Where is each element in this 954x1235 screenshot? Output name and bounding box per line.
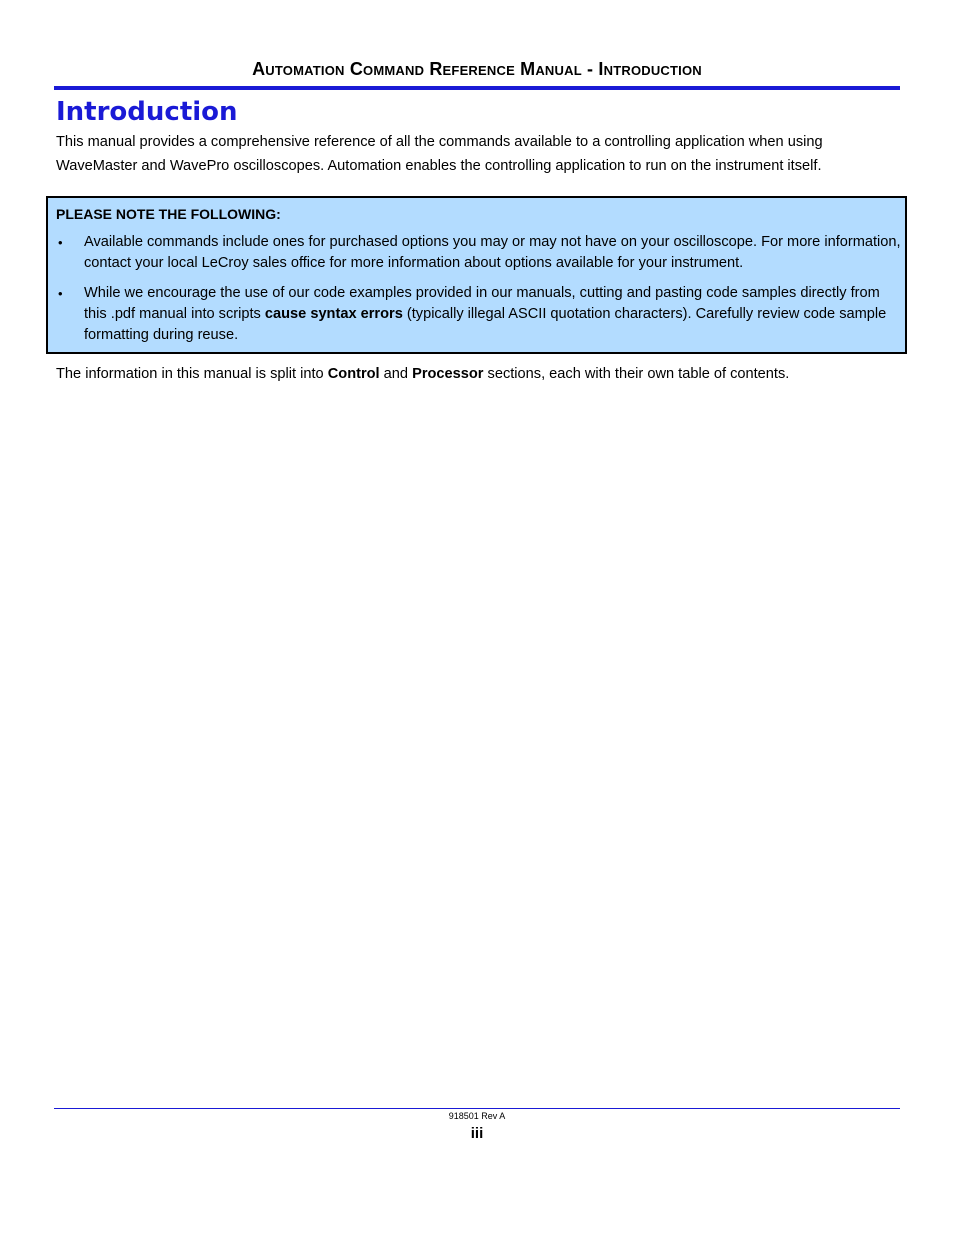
section-title: Introduction xyxy=(56,97,238,127)
note-item-emphasis: cause syntax errors xyxy=(264,306,403,322)
closing-bold-control: Control xyxy=(327,366,380,382)
note-box xyxy=(46,196,907,354)
note-heading: PLEASE NOTE THE FOLLOWING: xyxy=(56,206,281,222)
note-list xyxy=(56,232,901,346)
header-rule xyxy=(54,86,900,90)
note-item-text-after: (typically illegal ASCII quotation characters). Carefully review code sample formatting during reuse. xyxy=(84,306,887,343)
note-item-code-samples xyxy=(56,283,901,346)
intro-paragraph: This manual provides a comprehensive reference of all the commands available to a controlling application when using WaveMaster and WavePro oscilloscopes. Automation enables the controlling application to run on the instrument itself. xyxy=(56,134,823,174)
footer-rule xyxy=(54,1108,900,1109)
running-header: Automation Command Reference Manual - Introduction xyxy=(252,59,702,79)
page-number: iii xyxy=(470,1125,484,1142)
closing-text-3: sections, each with their own table of contents. xyxy=(483,366,790,382)
closing-bold-processor: Processor xyxy=(412,366,484,382)
footer-doc-number: 918501 Rev A xyxy=(448,1111,506,1121)
bullet-icon: • xyxy=(58,286,63,301)
closing-text-2: and xyxy=(379,366,413,382)
note-item-text-before: While we encourage the use of our code examples provided in our manuals, cutting and pasting code samples directly from this .pdf manual into scripts xyxy=(84,285,880,322)
note-item-options xyxy=(56,232,901,274)
note-item-text: Available commands include ones for purchased options you may or may not have on your oscilloscope. For more information, contact your local LeCroy sales office for more information about options available for your instrument. xyxy=(84,234,901,271)
closing-text-1: The information in this manual is split into xyxy=(56,366,328,382)
closing-paragraph xyxy=(56,362,902,386)
bullet-icon: • xyxy=(58,235,63,250)
